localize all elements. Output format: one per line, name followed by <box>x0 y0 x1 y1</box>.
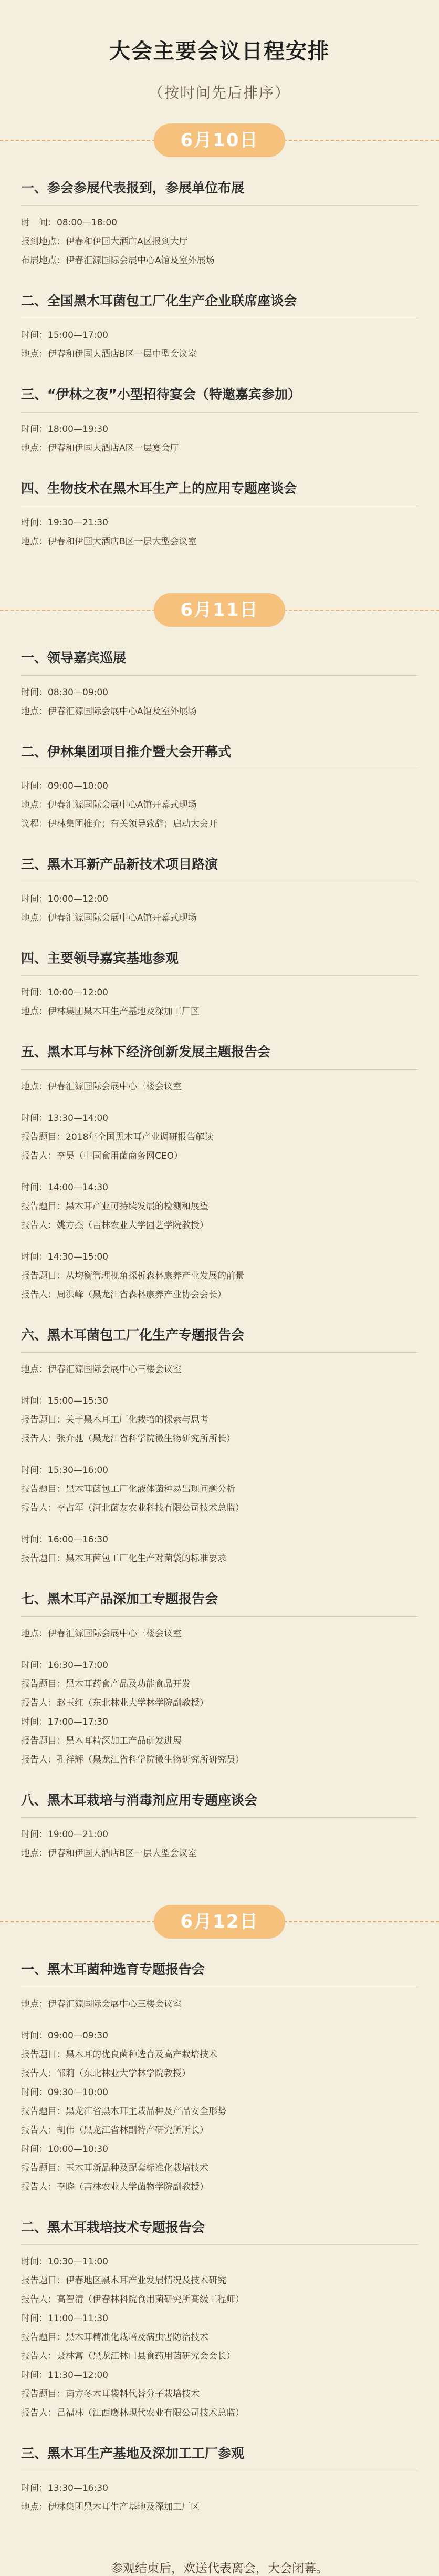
detail-line: 时间：09:30—10:00 <box>21 2087 108 2098</box>
detail-line: 报告人：胡伟（黑龙江省林副特产研究所所长） <box>21 2125 208 2136</box>
detail-line: 报告人：周洪峰（黑龙江省森林康养产业协会会长） <box>21 1289 226 1300</box>
group-gap <box>21 1096 418 1109</box>
agenda-day <box>0 593 439 1884</box>
agenda-section <box>0 479 439 552</box>
detail-line: 地点：伊春汇源国际会展中心三楼会议室 <box>21 1998 182 2010</box>
detail-line: 时间：11:00—11:30 <box>21 2313 108 2324</box>
detail-line: 时间：10:00—10:30 <box>21 2144 108 2155</box>
detail-line: 报告人：李晓（吉林农业大学菌物学院副教授） <box>21 2181 208 2192</box>
detail-line: 时间：15:30—16:00 <box>21 1465 108 1476</box>
agenda-section <box>0 949 439 1022</box>
agenda-section <box>0 1589 439 1769</box>
agenda-section <box>0 291 439 364</box>
detail-line: 时间：16:00—16:30 <box>21 1534 108 1545</box>
page-title: 大会主要会议日程安排 <box>109 39 330 64</box>
detail-line: 地点：伊林集团黑木耳生产基地及深加工厂区 <box>21 2501 200 2512</box>
closing-note: 参观结束后，欢送代表离会，大会闭幕。 <box>111 2561 328 2575</box>
section-divider <box>21 975 418 976</box>
detail-line: 报告题目：黑木耳精准化栽培及病虫害防治技术 <box>21 2332 208 2343</box>
section-title: 三、黑木耳新产品新技术项目路演 <box>21 857 218 872</box>
section-title: 二、伊林集团项目推介暨大会开幕式 <box>21 744 232 759</box>
detail-line: 议程：伊林集团推介；有关领导致辞；启动大会开 <box>21 819 217 829</box>
detail-line: 报告人：邹莉（东北林业大学林学院教授） <box>21 2068 191 2079</box>
group-gap <box>21 1166 418 1178</box>
day-header <box>0 593 439 627</box>
detail-line: 时间：15:00—17:00 <box>21 330 108 341</box>
detail-line: 报告题目：南方冬木耳袋料代替分子栽培技术 <box>21 2389 200 2399</box>
page-subtitle: （按时间先后排序） <box>148 84 290 101</box>
day-header <box>0 1905 439 1939</box>
section-title: 三、“伊林之夜”小型招待宴会（特邀嘉宾参加） <box>21 387 301 402</box>
detail-line: 时间：14:30—15:00 <box>21 1251 108 1262</box>
detail-line: 地点：伊春和伊国大酒店A区一层宴会厅 <box>21 442 179 454</box>
group-gap <box>21 1643 418 1656</box>
agenda-section <box>0 1042 439 1304</box>
section-title: 一、参会参展代表报到，参展单位布展 <box>21 180 245 195</box>
agenda-section <box>0 854 439 928</box>
detail-line: 时间：09:00—10:00 <box>21 781 108 791</box>
detail-line: 时间：18:00—19:30 <box>21 424 108 435</box>
day-badge: 6月11日 <box>154 593 285 627</box>
detail-line: 时间：17:00—17:30 <box>21 1716 108 1727</box>
detail-line: 地点：伊春和伊国大酒店B区一层大型会议室 <box>21 1848 197 1859</box>
detail-line: 时间：10:00—12:00 <box>21 893 108 904</box>
agenda-section <box>0 1960 439 2197</box>
agenda-section <box>0 2444 439 2517</box>
detail-line: 时间：13:30—14:00 <box>21 1112 108 1124</box>
section-title: 八、黑木耳栽培与消毒剂应用专题座谈会 <box>21 1792 258 1808</box>
detail-line: 地点：伊春和伊国大酒店B区一层中型会议室 <box>21 349 197 359</box>
agenda-days <box>0 123 439 2538</box>
detail-line: 时间：10:30—11:00 <box>21 2256 108 2267</box>
detail-line: 时间：08:30—09:00 <box>21 687 108 698</box>
detail-line: 地点：伊春汇源国际会展中心A馆开幕式现场 <box>21 912 197 923</box>
group-gap <box>21 2014 418 2026</box>
day-badge: 6月12日 <box>154 1905 285 1939</box>
detail-line: 布展地点：伊春汇源国际会展中心A馆及室外展场 <box>21 255 215 266</box>
section-title: 三、黑木耳生产基地及深加工工厂参观 <box>21 2446 245 2461</box>
group-gap <box>21 1235 418 1248</box>
detail-line: 报告人：高智清（伊春林科院食用菌研究所高级工程师） <box>21 2294 244 2305</box>
detail-line: 地点：伊春和伊国大酒店B区一层大型会议室 <box>21 537 197 547</box>
group-gap <box>21 1518 418 1530</box>
section-divider <box>21 2244 418 2245</box>
section-divider <box>21 1817 418 1818</box>
detail-line: 报告人：李昊（中国食用菌商务网CEO） <box>21 1150 183 1161</box>
detail-line: 时间：15:00—15:30 <box>21 1396 108 1406</box>
detail-line: 报告题目：黑木耳产业可持续发展的检测和展望 <box>21 1201 208 1212</box>
section-title: 五、黑木耳与林下经济创新发展主题报告会 <box>21 1044 271 1059</box>
detail-line: 报到地点：伊春和伊国大酒店A区报到大厅 <box>21 236 188 247</box>
day-badge: 6月10日 <box>154 123 285 157</box>
section-divider <box>21 1352 418 1353</box>
detail-line: 时间：09:00—09:30 <box>21 2030 108 2041</box>
section-divider <box>21 205 418 206</box>
detail-line: 报告题目：黑龙江省黑木耳主栽品种及产品安全形势 <box>21 2106 226 2117</box>
detail-line: 地点：伊春汇源国际会展中心三楼会议室 <box>21 1081 182 1092</box>
detail-line: 报告题目：黑木耳菌包工厂化生产对菌袋的标准要求 <box>21 1553 226 1564</box>
detail-line: 报告人：姚方杰（吉林农业大学园艺学院教授） <box>21 1220 208 1231</box>
detail-line: 时间：10:00—12:00 <box>21 987 108 998</box>
detail-line: 报告题目：黑木耳精深加工产品研发进展 <box>21 1735 182 1746</box>
agenda-section <box>0 1325 439 1569</box>
agenda-day <box>0 1905 439 2538</box>
detail-line: 地点：伊林集团黑木耳生产基地及深加工厂区 <box>21 1006 200 1017</box>
detail-line: 报告人：赵玉红（东北林业大学林学院副教授） <box>21 1697 208 1708</box>
detail-line: 报告题目：伊春地区黑木耳产业发展情况及技术研究 <box>21 2275 226 2286</box>
group-gap <box>21 1448 418 1461</box>
section-divider <box>21 412 418 413</box>
detail-line: 报告题目：黑木耳药食产品及功能食品开发 <box>21 1678 191 1689</box>
detail-line: 时间：19:00—21:00 <box>21 1829 108 1840</box>
detail-line: 时间：19:30—21:30 <box>21 518 108 528</box>
section-divider <box>21 1069 418 1070</box>
detail-line: 报告题目：黑木耳的优良菌种选育及高产栽培技术 <box>21 2049 217 2060</box>
section-title: 四、生物技术在黑木耳生产上的应用专题座谈会 <box>21 480 297 496</box>
detail-line: 地点：伊春汇源国际会展中心三楼会议室 <box>21 1628 182 1639</box>
detail-line: 报告题目：黑木耳菌包工厂化液体菌种易出现问题分析 <box>21 1484 235 1495</box>
detail-line: 时间：16:30—17:00 <box>21 1660 108 1671</box>
group-gap <box>21 1379 418 1392</box>
detail-line: 地点：伊春汇源国际会展中心A馆开幕式现场 <box>21 800 197 810</box>
detail-line: 报告人：张介驰（黑龙江省科学院微生物研究所所长） <box>21 1434 235 1444</box>
section-title: 六、黑木耳菌包工厂化生产专题报告会 <box>21 1327 245 1343</box>
agenda-section <box>0 648 439 721</box>
agenda-section <box>0 178 439 270</box>
section-title: 四、主要领导嘉宾基地参观 <box>21 950 179 966</box>
section-title: 二、黑木耳栽培技术专题报告会 <box>21 2219 205 2235</box>
detail-line: 时间：13:30—16:30 <box>21 2482 108 2493</box>
detail-line: 地点：伊春汇源国际会展中心三楼会议室 <box>21 1364 182 1375</box>
agenda-section <box>0 385 439 458</box>
section-divider <box>21 1616 418 1617</box>
detail-line: 报告人：聂林富（黑龙江林口县食药用菌研究会会长） <box>21 2351 235 2362</box>
detail-line: 时间：14:00—14:30 <box>21 1182 108 1193</box>
section-title: 二、全国黑木耳菌包工厂化生产企业联席座谈会 <box>21 293 297 308</box>
detail-line: 时间：11:30—12:00 <box>21 2370 108 2381</box>
detail-line: 时 间：08:00—18:00 <box>21 217 117 228</box>
agenda-section <box>0 742 439 834</box>
detail-line: 报告题目：2018年全国黑木耳产业调研报告解读 <box>21 1131 214 1142</box>
section-title: 一、领导嘉宾巡展 <box>21 650 127 665</box>
detail-line: 报告人：李占军（河北菌友农业科技有限公司技术总监） <box>21 1503 244 1513</box>
detail-line: 报告题目：关于黑木耳工厂化栽培的探索与思考 <box>21 1415 208 1425</box>
detail-line: 地点：伊春汇源国际会展中心A馆及室外展场 <box>21 706 197 717</box>
agenda-section <box>0 2218 439 2423</box>
section-title: 一、黑木耳菌种选育专题报告会 <box>21 1962 205 1977</box>
section-title: 七、黑木耳产品深加工专题报告会 <box>21 1591 218 1606</box>
agenda-section <box>0 1790 439 1863</box>
detail-line: 报告人：孔祥辉（黑龙江省科学院微生物研究所研究员） <box>21 1754 244 1765</box>
detail-line: 报告人：吕福林（江西鹰林现代农业有限公司技术总监） <box>21 2408 244 2418</box>
detail-line: 报告题目：玉木耳新品种及配套标准化栽培技术 <box>21 2162 208 2173</box>
day-header <box>0 123 439 157</box>
section-divider <box>21 675 418 676</box>
detail-line: 报告题目：从均衡管理视角探析森林康养产业发展的前景 <box>21 1270 244 1281</box>
agenda-day <box>0 123 439 572</box>
